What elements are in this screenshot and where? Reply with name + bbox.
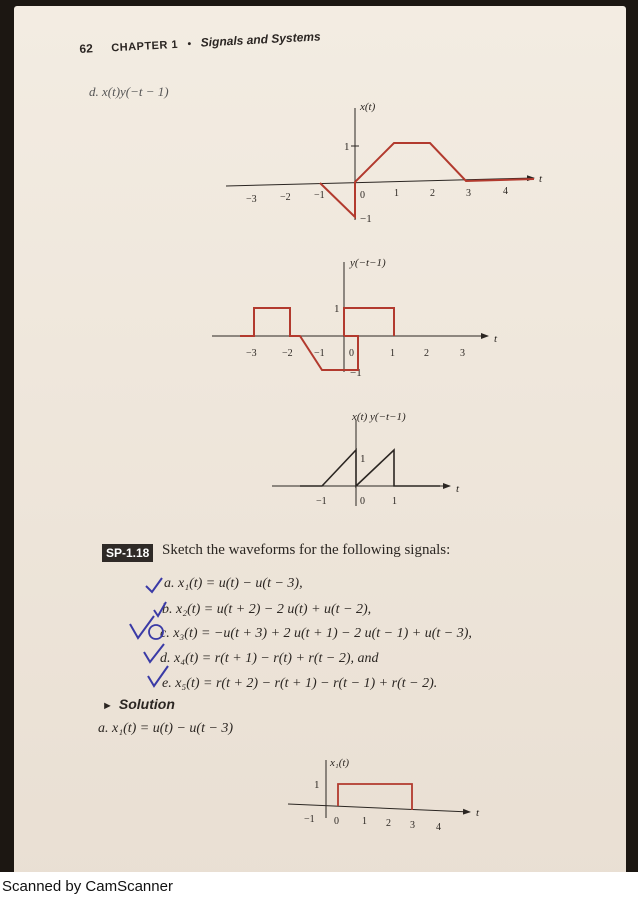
ytick-1: 1 <box>334 303 340 315</box>
problem-statement: Sketch the waveforms for the following signals: <box>162 542 451 558</box>
xtick: 2 <box>424 348 429 359</box>
x-axis <box>288 804 470 812</box>
xtick: 3 <box>410 820 415 831</box>
xtick: 2 <box>386 818 391 829</box>
plot-product <box>270 406 470 516</box>
chapter-label: CHAPTER 1 <box>110 38 179 55</box>
xtick: 1 <box>390 348 395 359</box>
xtick: 2 <box>430 188 435 199</box>
problem-item-b: b. x₂(t) = u(t + 2) − 2 u(t) + u(t − 2), <box>162 602 372 617</box>
xtick: 4 <box>436 822 441 833</box>
y-axis-label: x₁(t) <box>330 757 350 769</box>
solution-label: Solution <box>118 696 175 712</box>
problem-item-c: c. x₃(t) = −u(t + 3) + 2 u(t + 1) − 2 u(t − 1) + u(t − 3), <box>160 626 472 641</box>
waveform-y-pulse <box>344 308 394 336</box>
problem-item-e: e. x₅(t) = r(t + 2) − r(t + 1) − r(t − 1) + r(t − 2). <box>162 676 438 691</box>
x-axis <box>226 178 534 186</box>
t-axis-var: t <box>539 173 543 185</box>
xtick: −1 <box>314 190 325 201</box>
t-axis-var: t <box>476 807 480 819</box>
plot-x-of-t <box>224 90 554 240</box>
xtick: 1 <box>392 496 397 507</box>
xtick: −3 <box>246 194 257 205</box>
solution-part-a: a. x₁(t) = u(t) − u(t − 3) <box>98 721 234 736</box>
ytick-neg1: −1 <box>360 213 372 225</box>
scanned-page <box>14 6 626 891</box>
ytick-neg1: −1 <box>350 367 362 379</box>
xtick: 0 <box>360 496 365 507</box>
xtick: 0 <box>334 816 339 827</box>
chapter-title: Signals and Systems <box>200 29 321 50</box>
ytick-1: 1 <box>344 141 350 153</box>
page-number: 62 <box>79 41 94 56</box>
waveform-x1 <box>338 784 412 810</box>
running-header <box>79 27 321 58</box>
waveform-product <box>300 450 440 486</box>
waveform-y <box>240 308 358 370</box>
handwritten-checkmarks <box>124 566 184 696</box>
t-axis-var: t <box>456 483 460 495</box>
xtick: −1 <box>314 348 325 359</box>
xtick: −3 <box>246 348 257 359</box>
waveform-x <box>320 143 534 217</box>
y-axis-label: x(t) y(−t−1) <box>352 411 406 423</box>
scanner-watermark: Scanned by CamScanner <box>2 878 173 895</box>
solution-heading <box>102 696 175 712</box>
xtick: 4 <box>503 186 508 197</box>
xtick: 0 <box>360 190 365 201</box>
xtick: 1 <box>394 188 399 199</box>
y-axis-label: x(t) <box>360 101 376 113</box>
t-axis-var: t <box>494 333 498 345</box>
problem-item-a: a. x₁(t) = u(t) − u(t − 3), <box>164 576 303 591</box>
subquestion-d: d. x(t)y(−t − 1) <box>89 84 169 99</box>
ytick-1: 1 <box>360 453 366 465</box>
xtick: −1 <box>316 496 327 507</box>
xtick: −1 <box>304 814 315 825</box>
y-axis-label: y(−t−1) <box>350 257 386 269</box>
xtick: 0 <box>349 348 354 359</box>
xtick: 3 <box>460 348 465 359</box>
plot-y-of-minus-t-minus-1 <box>210 252 510 382</box>
problem-item-d: d. x₄(t) = r(t + 1) − r(t) + r(t − 2), and <box>160 651 379 666</box>
problem-tag: SP-1.18 <box>102 544 153 562</box>
header-separator: • <box>187 38 192 51</box>
plot-x1 <box>286 754 486 844</box>
xtick: 3 <box>466 188 471 199</box>
ytick-1: 1 <box>314 779 320 791</box>
xtick: 1 <box>362 816 367 827</box>
xtick: −2 <box>280 192 291 203</box>
xtick: −2 <box>282 348 293 359</box>
arrow-right-icon: ► <box>102 700 113 712</box>
